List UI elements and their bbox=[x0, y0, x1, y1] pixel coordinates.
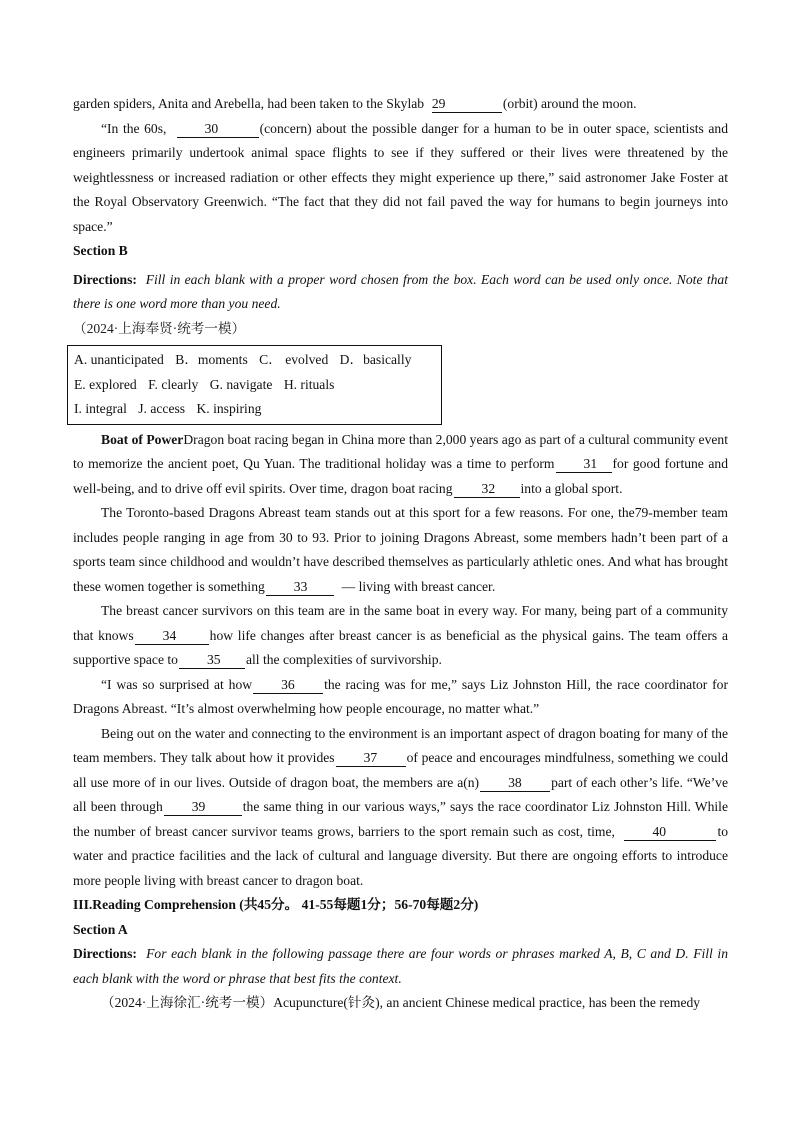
paragraph-survivors bbox=[73, 599, 728, 673]
text: how life changes after breast cancer is as beneficial as the physical gains. The team offers a supportive space to bbox=[73, 627, 728, 667]
text: all the complexities of survivorship. bbox=[245, 652, 442, 667]
text: Dragon boat racing began in China more than 2,000 years ago as part of a cultural community event to memorize the ancient poet, Qu Yuan. The traditional holiday was a time to perform bbox=[73, 431, 728, 471]
text: into a global sport. bbox=[520, 480, 623, 496]
option-c: C． evolved bbox=[259, 352, 329, 367]
paragraph-surprised bbox=[73, 673, 728, 722]
paragraph-boat-of-power bbox=[73, 428, 728, 502]
option-d: D．basically bbox=[339, 352, 412, 367]
blank-38[interactable]: 38 bbox=[480, 774, 550, 792]
blank-37[interactable]: 37 bbox=[336, 749, 406, 767]
paragraph-water bbox=[73, 722, 728, 894]
text: Being out on the water and connecting to the environment is an important aspect of dragon boating for many of the team members. They talk about how it provides bbox=[73, 725, 728, 765]
section-a-directions bbox=[73, 942, 728, 991]
word-box-row bbox=[68, 348, 441, 373]
text: The breast cancer survivors on this team are in the same boat in every way. For many, being part of a community that knows bbox=[73, 603, 728, 643]
blank-29[interactable]: 29 bbox=[432, 95, 502, 113]
section-a-heading: Section A bbox=[73, 921, 128, 937]
option-b: B．moments bbox=[175, 352, 248, 367]
text: for good fortune and well-being, and to drive off evil spirits. Over time, dragon boat racing bbox=[73, 456, 728, 496]
text: “I was so surprised at how bbox=[101, 676, 253, 692]
blank-31[interactable]: 31 bbox=[556, 455, 612, 473]
option-i: I. integral bbox=[74, 401, 127, 416]
passage-title: Boat of Power bbox=[101, 431, 184, 447]
directions-label: Directions: bbox=[73, 271, 137, 287]
word-box bbox=[67, 345, 442, 425]
text: (concern) about the possible danger for a human to be in outer space, scientists and engineers primarily undertook animal space flights to see if they suffered or their lives were threatened by the weightlessness or increased radiation or other effects they might experience up there,” said astronomer Jake Foster at the Royal Observatory Greenwich. “The fact that they did not fail paved the way for humans to begin journeys into space.” bbox=[73, 120, 729, 234]
text: (orbit) around the moon. bbox=[502, 96, 637, 111]
paragraph-toronto bbox=[73, 501, 728, 599]
paragraph-skylab bbox=[73, 92, 728, 117]
text: “In the 60s, bbox=[101, 120, 167, 136]
section-b-directions bbox=[73, 268, 728, 317]
text: — living with breast cancer. bbox=[341, 578, 496, 594]
directions-text: Fill in each blank with a proper word chosen from the box. Each word can be used only once. Note that there is one word more than you need. bbox=[73, 271, 728, 311]
document-content bbox=[73, 92, 728, 1016]
option-g: G. navigate bbox=[209, 376, 273, 392]
word-box-row bbox=[68, 373, 441, 398]
blank-36[interactable]: 36 bbox=[253, 676, 323, 694]
blank-35[interactable]: 35 bbox=[179, 651, 245, 669]
text: garden spiders, Anita and Arebella, had been taken to the Skylab bbox=[73, 96, 425, 111]
part-3-heading: III.Reading Comprehension (共45分。 41-55每题1分；56-70每题2分) bbox=[73, 897, 479, 912]
text: of peace and encourages mindfulness, something we could all use more of in our lives. Outside of dragon boat, the members are a(n) bbox=[73, 750, 728, 790]
blank-30[interactable]: 30 bbox=[177, 120, 259, 138]
blank-33[interactable]: 33 bbox=[266, 578, 334, 596]
text: The Toronto-based Dragons Abreast team stands out at this sport for a few reasons. For one, the79-member team includes people ranging in age from 30 to 93. Prior to joining Dragons Abreast, some members hadn’t been part of a sports team since childhood and wouldn’t have described themselves as particularly athletic ones. And what has brought these women together is something bbox=[73, 505, 728, 594]
text: to water and practice facilities and the lack of cultural and language diversity. But there are ongoing efforts to introduce more people living with breast cancer to dragon boat. bbox=[73, 823, 729, 888]
directions-label: Directions: bbox=[73, 946, 137, 961]
blank-39[interactable]: 39 bbox=[164, 798, 242, 816]
option-a: A. unanticipated bbox=[74, 352, 164, 367]
option-f: F. clearly bbox=[148, 376, 199, 392]
text: the racing was for me,” says Liz Johnston Hill, the race coordinator for Dragons Abreast. “It’s almost overwhelming how people encourage, no matter what.” bbox=[73, 676, 728, 716]
text: the same thing in our various ways,” says the race coordinator Liz Johnston Hill. While the number of breast cancer survivor teams grows, barriers to the sport remain such as cost, time, bbox=[73, 799, 728, 839]
directions-text: For each blank in the following passage there are four words or phrases marked A, B, C and D. Fill in each blank with the word or phrase that best fits the context. bbox=[73, 946, 728, 986]
paragraph-acupuncture bbox=[73, 991, 728, 1016]
word-box-row bbox=[68, 397, 441, 422]
option-j: J. access bbox=[138, 401, 186, 416]
section-b-heading: Section B bbox=[73, 243, 128, 258]
source-fengxian: （2024·上海奉贤·统考一模） bbox=[73, 320, 246, 336]
option-h: H. rituals bbox=[283, 376, 335, 392]
source-xuhui: （2024·上海徐汇·统考一模） bbox=[101, 995, 274, 1010]
paragraph-60s bbox=[73, 117, 728, 240]
text: Acupuncture(针灸), an ancient Chinese medical practice, has been the remedy bbox=[273, 995, 701, 1010]
blank-40[interactable]: 40 bbox=[624, 823, 716, 841]
option-k: K. inspiring bbox=[196, 401, 262, 416]
blank-32[interactable]: 32 bbox=[454, 480, 520, 498]
text: part of each other’s life. “We’ve all been through bbox=[73, 774, 728, 814]
option-e: E. explored bbox=[74, 376, 137, 392]
blank-34[interactable]: 34 bbox=[135, 627, 209, 645]
